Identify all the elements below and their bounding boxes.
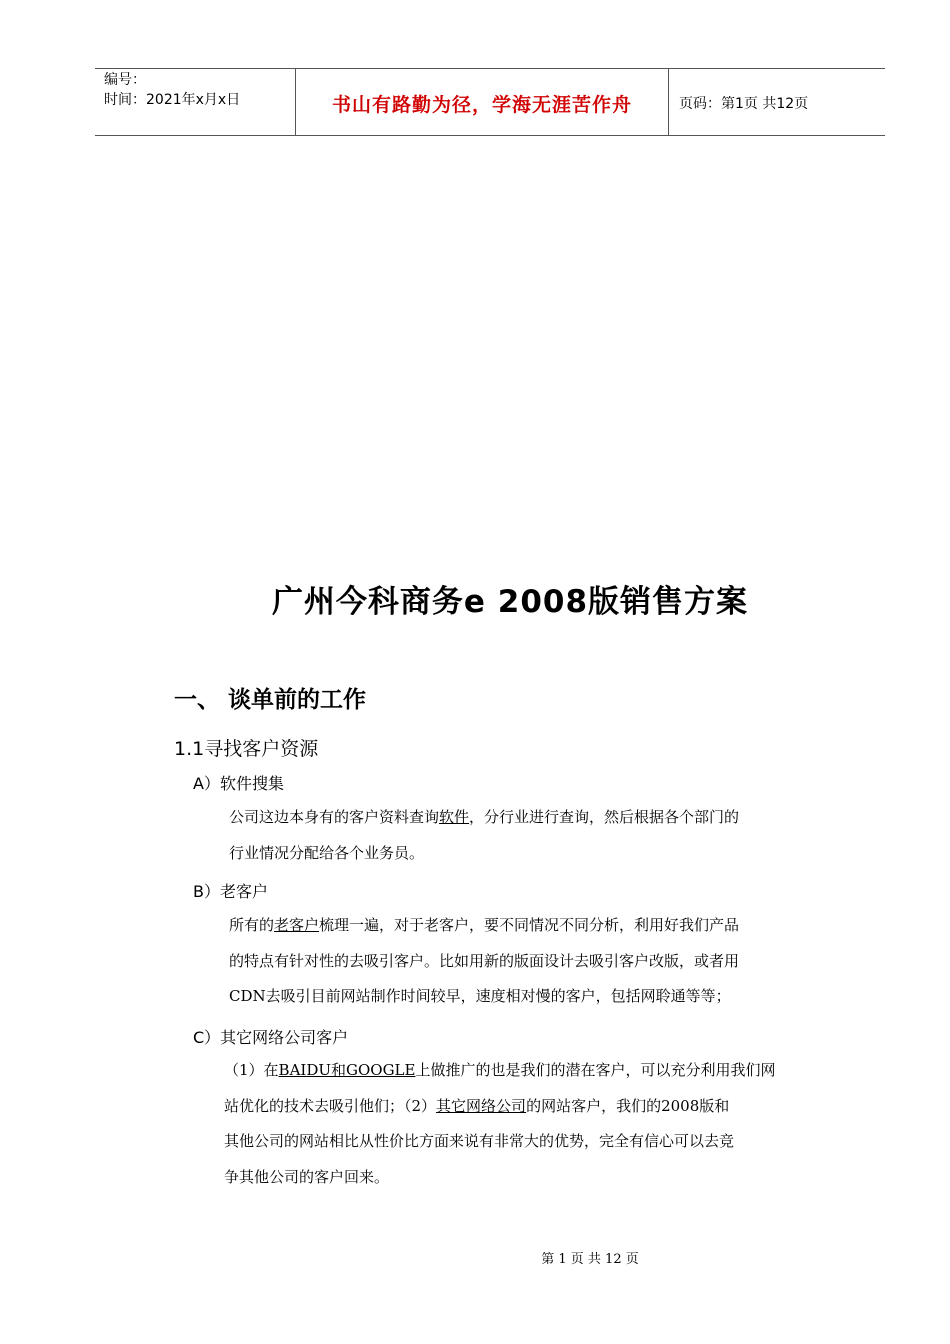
other-network-company-link[interactable]: 其它网络公司 (436, 1096, 527, 1115)
item-c-line-1-text: （1）在 (224, 1061, 279, 1079)
document-number-label: 编号： (104, 72, 146, 88)
item-c-paragraph (224, 1053, 775, 1195)
header-page-info: 页码：第1页 共12页 (679, 96, 809, 112)
header-bottom-rule (95, 135, 885, 136)
header-divider-right (668, 68, 669, 136)
item-a-line-1-text: 公司这边本身有的客户资料查询 (229, 808, 440, 826)
document-title: 广州今科商务e 2008版销售方案 (271, 584, 749, 620)
item-c-line-1 (224, 1053, 775, 1089)
baidu-google-link[interactable]: BAIDU和GOOGLE (278, 1061, 416, 1079)
item-a-line-2: 行业情况分配给各个业务员。 (229, 843, 425, 862)
item-c-heading: C）其它网络公司客户 (193, 1028, 349, 1047)
item-a-heading: A）软件搜集 (193, 774, 284, 793)
item-a-line-1-text-end: ，分行业进行查询，然后根据各个部门的 (469, 808, 740, 826)
header-motto: 书山有路勤为径，学海无涯苦作舟 (331, 94, 632, 116)
header-top-rule (95, 68, 885, 69)
page-footer: 第 1 页 共 12 页 (541, 1252, 639, 1267)
item-c-line-2-text-end: 的网站客户，我们的2008版和 (526, 1096, 730, 1115)
subsection-heading: 1.1寻找客户资源 (174, 738, 319, 760)
section-heading: 一、 谈单前的工作 (174, 687, 367, 713)
software-link[interactable]: 软件 (439, 808, 470, 826)
item-c-line-2-text: 站优化的技术去吸引他们；（2） (224, 1096, 437, 1115)
item-b-heading: B）老客户 (193, 882, 268, 901)
item-c-line-3: 其他公司的网站相比从性价比方面来说有非常大的优势，完全有信心可以去竞 (224, 1132, 735, 1150)
item-b-line-1-text: 所有的 (229, 916, 275, 934)
header-meta (104, 70, 240, 110)
item-c-line-1-text-end: 上做推广的也是我们的潜在客户，可以充分利用我们网 (415, 1061, 776, 1079)
old-customer-link[interactable]: 老客户 (274, 916, 320, 934)
item-a-paragraph (229, 800, 739, 871)
item-b-line-1-text-end: 梳理一遍，对于老客户，要不同情况不同分析，利用好我们产品 (319, 916, 740, 934)
item-b-line-3: CDN去吸引目前网站制作时间较早，速度相对慢的客户，包括网聆通等等； (229, 987, 731, 1005)
document-time-label: 时间：2021年x月x日 (104, 92, 241, 108)
item-b-line-2: 的特点有针对性的去吸引客户。比如用新的版面设计去吸引客户改版，或者用 (229, 951, 740, 970)
item-c-line-2 (224, 1089, 775, 1125)
item-b-line-1 (229, 908, 739, 944)
item-b-paragraph (229, 908, 739, 1015)
item-c-line-4: 争其他公司的客户回来。 (224, 1167, 390, 1186)
item-a-line-1 (229, 800, 739, 836)
